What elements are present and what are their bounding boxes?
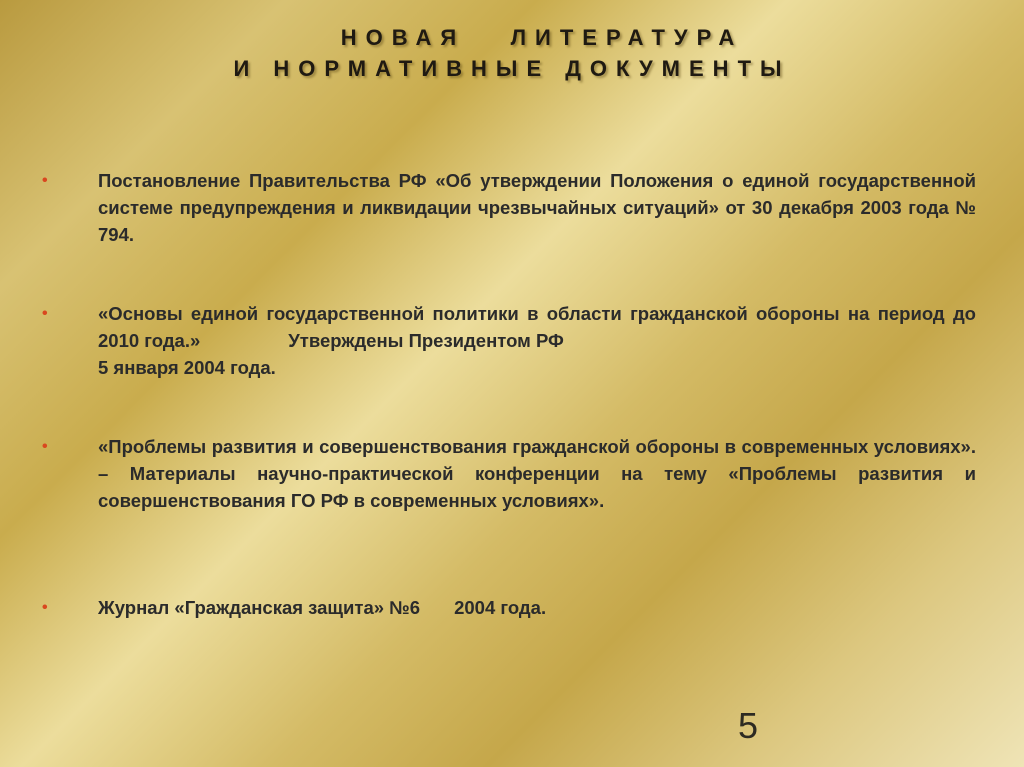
item-text-main: «Основы единой государственной политики в области гражданской обороны на период до 2010 года.»	[98, 303, 976, 351]
bullet-icon: •	[42, 599, 48, 616]
item-text-date: 5 января 2004 года.	[98, 357, 276, 378]
bullet-icon: •	[42, 438, 48, 455]
list-item-journal	[98, 594, 976, 621]
item-text-approved: Утверждены Президентом РФ	[288, 330, 564, 351]
list-item-decree: Постановление Правительства РФ «Об утверждении Положения о единой государственной системе предупреждения и ликвидации чрезвычайных ситуаций» от 30 декабря 2003 года № 794.	[98, 170, 976, 245]
title-line-2: И НОРМАТИВНЫЕ ДОКУМЕНТЫ	[233, 56, 791, 81]
page-number: 5	[738, 705, 759, 746]
item-text-journal: Журнал «Гражданская защита» №6	[98, 597, 421, 618]
bullet-icon: •	[42, 305, 48, 322]
item-text-year: 2004 года.	[454, 597, 547, 618]
title-line-1: НОВАЯ ЛИТЕРАТУРА	[340, 25, 744, 50]
list-item-civil-defense-policy	[98, 300, 976, 381]
list-item-conference-materials: «Проблемы развития и совершенствования гражданской обороны в современных условиях». – Материалы научно-практической конференции на тему «Проблемы развития и совершенствования ГО РФ в современных условиях».	[98, 436, 976, 511]
bullet-icon: •	[42, 172, 48, 189]
